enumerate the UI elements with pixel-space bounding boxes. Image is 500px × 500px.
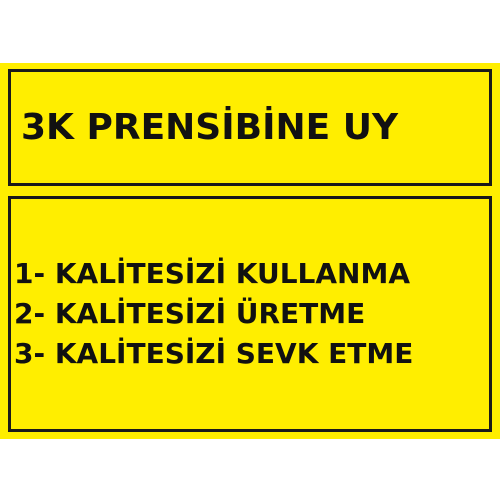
- rules-panel: [8, 196, 492, 432]
- title-panel: [8, 69, 492, 186]
- warning-sign: [0, 63, 500, 439]
- rule-item-2: 2- KALİTESİZİ ÜRETME: [14, 297, 366, 330]
- rule-item-3: 3- KALİTESİZİ SEVK ETME: [14, 337, 414, 370]
- rule-item-1: 1- KALİTESİZİ KULLANMA: [14, 257, 411, 290]
- sign-title: 3K PRENSİBİNE UY: [21, 107, 399, 148]
